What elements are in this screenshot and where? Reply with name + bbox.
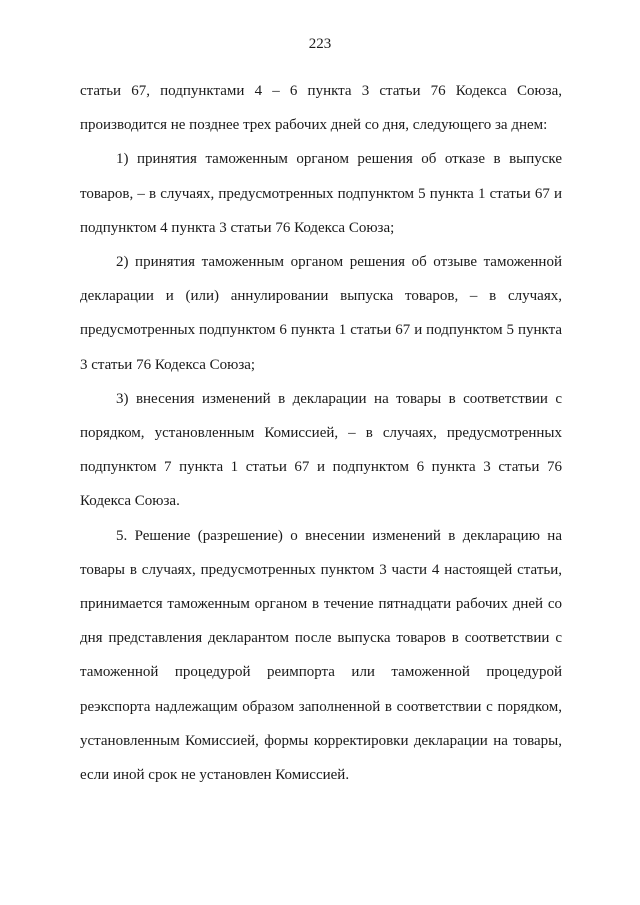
page-number: 223 bbox=[308, 36, 332, 52]
list-item-2: 2) принятия таможенным органом решения об отзыве таможенной декларации и (или) аннулировании выпуска товаров, – в случаях, предусмотренных подпунктом 6 пункта 1 статьи 67 и подпунктом 5 пункта 3 статьи 76 Кодекса Союза; bbox=[80, 254, 562, 373]
document-body bbox=[80, 74, 562, 792]
paragraph-5: 5. Решение (разрешение) о внесении изменений в декларацию на товары в случаях, предусмотренных пунктом 3 части 4 настоящей статьи, принимается таможенным органом в течение пятнадцати рабочих дней со дня представления декларантом после выпуска товаров в соответствии с таможенной процедурой реимпорта или таможенной процедурой реэкспорта надлежащим образом заполненной в соответствии с порядком, установленным Комиссией, формы корректировки декларации на товары, если иной срок не установлен Комиссией. bbox=[80, 527, 562, 784]
list-item-1: 1) принятия таможенным органом решения об отказе в выпуске товаров, – в случаях, предусмотренных подпунктом 5 пункта 1 статьи 67 и подпунктом 4 пункта 3 статьи 76 Кодекса Союза; bbox=[80, 151, 562, 236]
list-item-3: 3) внесения изменений в декларации на товары в соответствии с порядком, установленным Комиссией, – в случаях, предусмотренных подпунктом 7 пункта 1 статьи 67 и подпунктом 6 пункта 3 статьи 76 Кодекса Союза. bbox=[80, 390, 562, 510]
paragraph-continuation: статьи 67, подпунктами 4 – 6 пункта 3 статьи 76 Кодекса Союза, производится не позднее трех рабочих дней со дня, следующего за днем: bbox=[80, 83, 562, 134]
